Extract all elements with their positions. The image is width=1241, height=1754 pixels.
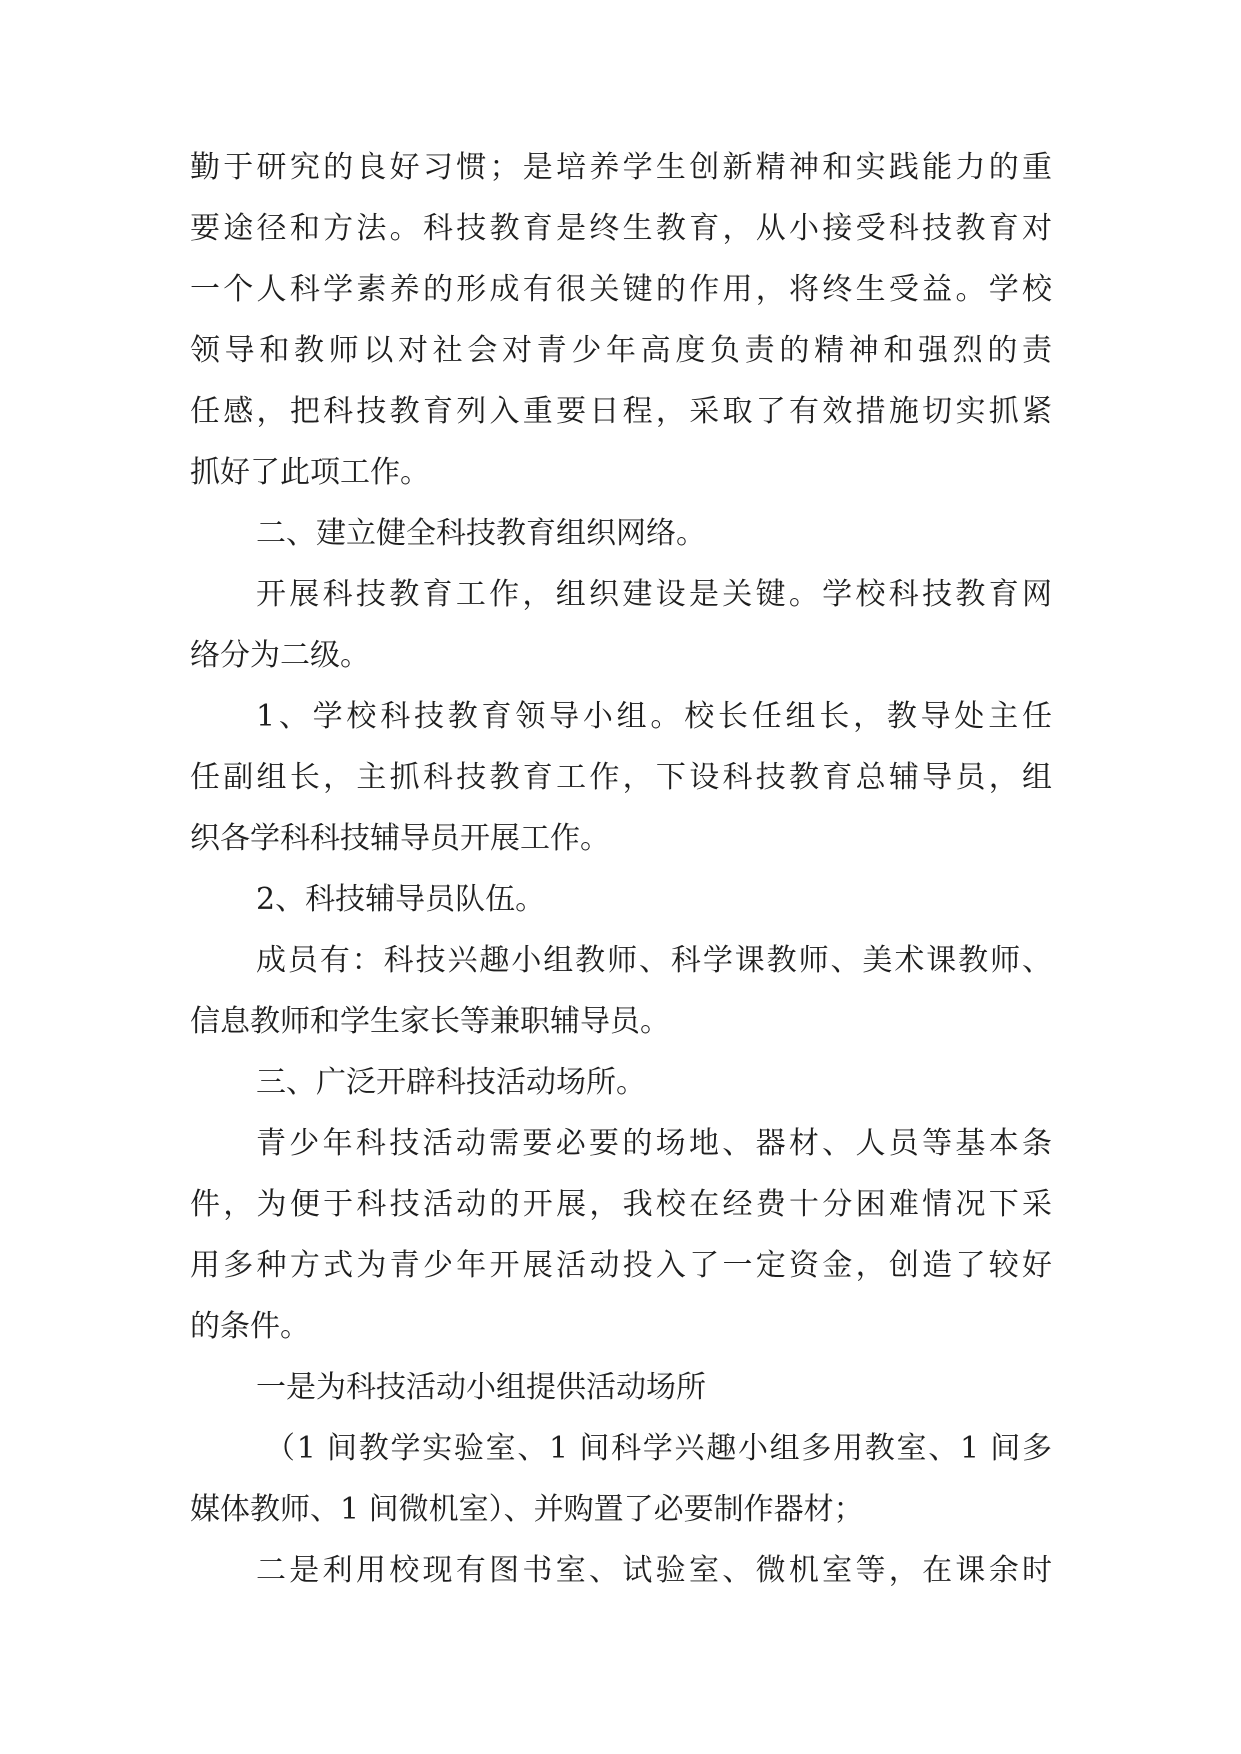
text-line: 抓好了此项工作。 — [190, 455, 430, 490]
section-heading: 三、广泛开辟科技活动场所。 — [256, 1065, 646, 1100]
text-line: 媒体教师、1 间微机室）、并购置了必要制作器材； — [190, 1492, 864, 1527]
section-heading: 二、建立健全科技教育组织网络。 — [256, 516, 706, 551]
text-line: （1 间教学实验室、1 间科学兴趣小组多用教室、1 间多 — [265, 1431, 1052, 1466]
text-line: 信息教师和学生家长等兼职辅导员。 — [190, 1004, 670, 1039]
text-line: 任感，把科技教育列入重要日程，采取了有效措施切实抓紧 — [190, 394, 1052, 429]
text-line: 2、科技辅导员队伍。 — [256, 882, 546, 917]
text-line: 开展科技教育工作，组织建设是关键。学校科技教育网 — [256, 577, 1052, 612]
text-line: 成员有：科技兴趣小组教师、科学课教师、美术课教师、 — [256, 943, 1052, 978]
text-line: 二是利用校现有图书室、试验室、微机室等，在课余时 — [256, 1553, 1052, 1588]
text-line: 勤于研究的良好习惯；是培养学生创新精神和实践能力的重 — [190, 150, 1052, 185]
text-line: 用多种方式为青少年开展活动投入了一定资金，创造了较好 — [190, 1248, 1052, 1283]
text-line: 领导和教师以对社会对青少年高度负责的精神和强烈的责 — [190, 333, 1052, 368]
text-line: 要途径和方法。科技教育是终生教育，从小接受科技教育对 — [190, 211, 1052, 246]
text-line: 件，为便于科技活动的开展，我校在经费十分困难情况下采 — [190, 1187, 1052, 1222]
text-line: 1、学校科技教育领导小组。校长任组长，教导处主任 — [256, 699, 1052, 734]
text-line: 一个人科学素养的形成有很关键的作用，将终生受益。学校 — [190, 272, 1052, 307]
text-line: 任副组长，主抓科技教育工作，下设科技教育总辅导员，组 — [190, 760, 1052, 795]
text-line: 的条件。 — [190, 1309, 310, 1344]
text-line: 络分为二级。 — [190, 638, 370, 673]
text-line: 一是为科技活动小组提供活动场所 — [256, 1370, 706, 1405]
text-line: 织各学科科技辅导员开展工作。 — [190, 821, 610, 856]
text-line: 青少年科技活动需要必要的场地、器材、人员等基本条 — [256, 1126, 1052, 1161]
